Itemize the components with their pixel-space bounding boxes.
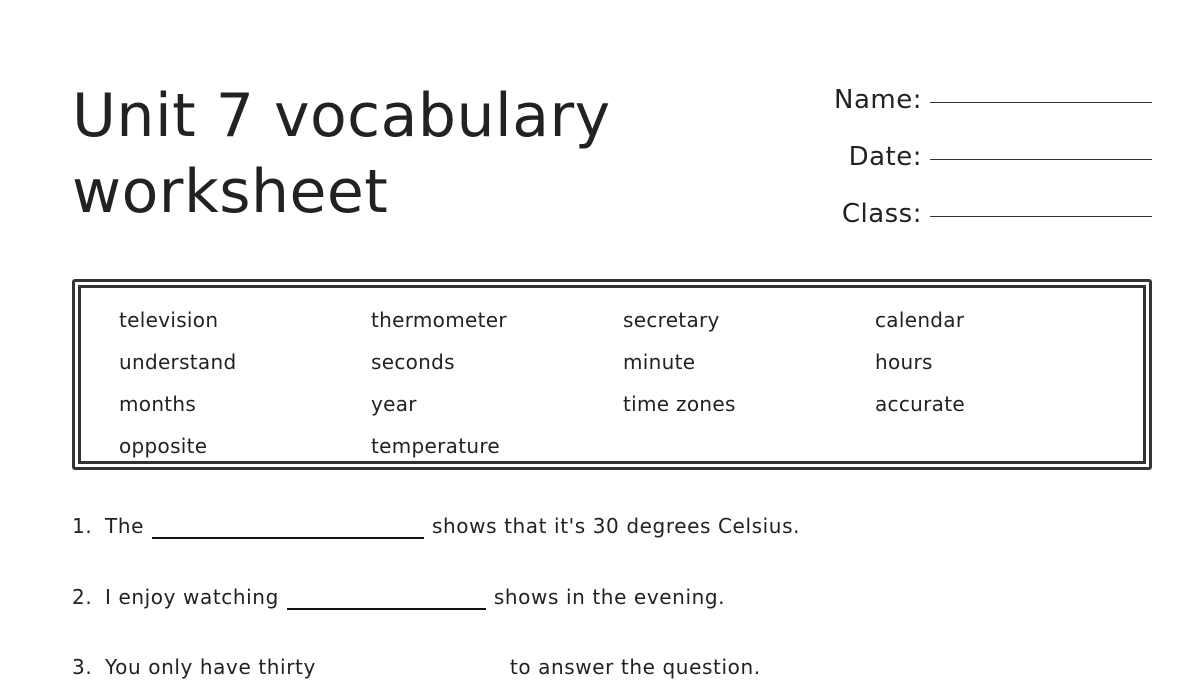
word-bank-item: year (371, 392, 417, 416)
word-bank-item: opposite (119, 434, 208, 458)
word-bank-item: temperature (371, 434, 501, 458)
title-line-1: Unit 7 vocabulary (72, 81, 611, 151)
answer-blank[interactable] (287, 608, 486, 610)
word-bank (72, 279, 1152, 470)
name-field[interactable] (930, 102, 1152, 103)
word-bank-grid (78, 285, 1146, 464)
question-number: 2. (72, 585, 93, 609)
date-field[interactable] (930, 159, 1152, 160)
word-bank-item: calendar (875, 308, 965, 332)
date-label: Date: (848, 142, 922, 172)
question-text-after: to answer the question. (509, 655, 761, 679)
name-label: Name: (834, 85, 922, 115)
word-bank-item: hours (875, 350, 933, 374)
word-bank-item: months (119, 392, 197, 416)
worksheet-title (72, 78, 611, 230)
answer-blank[interactable] (152, 537, 424, 539)
question-2 (72, 582, 725, 612)
word-bank-item: seconds (371, 350, 455, 374)
word-bank-item: time zones (623, 392, 736, 416)
question-text-after: shows in the evening. (493, 585, 726, 609)
word-bank-item: accurate (875, 392, 965, 416)
class-row (834, 173, 1152, 230)
word-bank-item: understand (119, 350, 237, 374)
name-row (834, 74, 1152, 116)
class-label: Class: (841, 199, 922, 229)
title-line-2: worksheet (72, 157, 389, 227)
word-bank-item: thermometer (371, 308, 507, 332)
word-bank-item: television (119, 308, 219, 332)
question-text-after: shows that it's 30 degrees Celsius. (432, 514, 801, 538)
question-text-before: I enjoy watching (105, 585, 279, 609)
word-bank-item: minute (623, 350, 696, 374)
date-row (834, 116, 1152, 173)
question-text-before: The (105, 514, 144, 538)
question-number: 1. (72, 514, 93, 538)
class-field[interactable] (930, 216, 1152, 217)
question-number: 3. (72, 655, 93, 679)
question-1 (72, 511, 800, 541)
student-info (834, 74, 1152, 230)
question-3 (72, 652, 761, 682)
answer-blank[interactable] (324, 678, 502, 680)
question-text-before: You only have thirty (105, 655, 316, 679)
word-bank-item: secretary (623, 308, 720, 332)
